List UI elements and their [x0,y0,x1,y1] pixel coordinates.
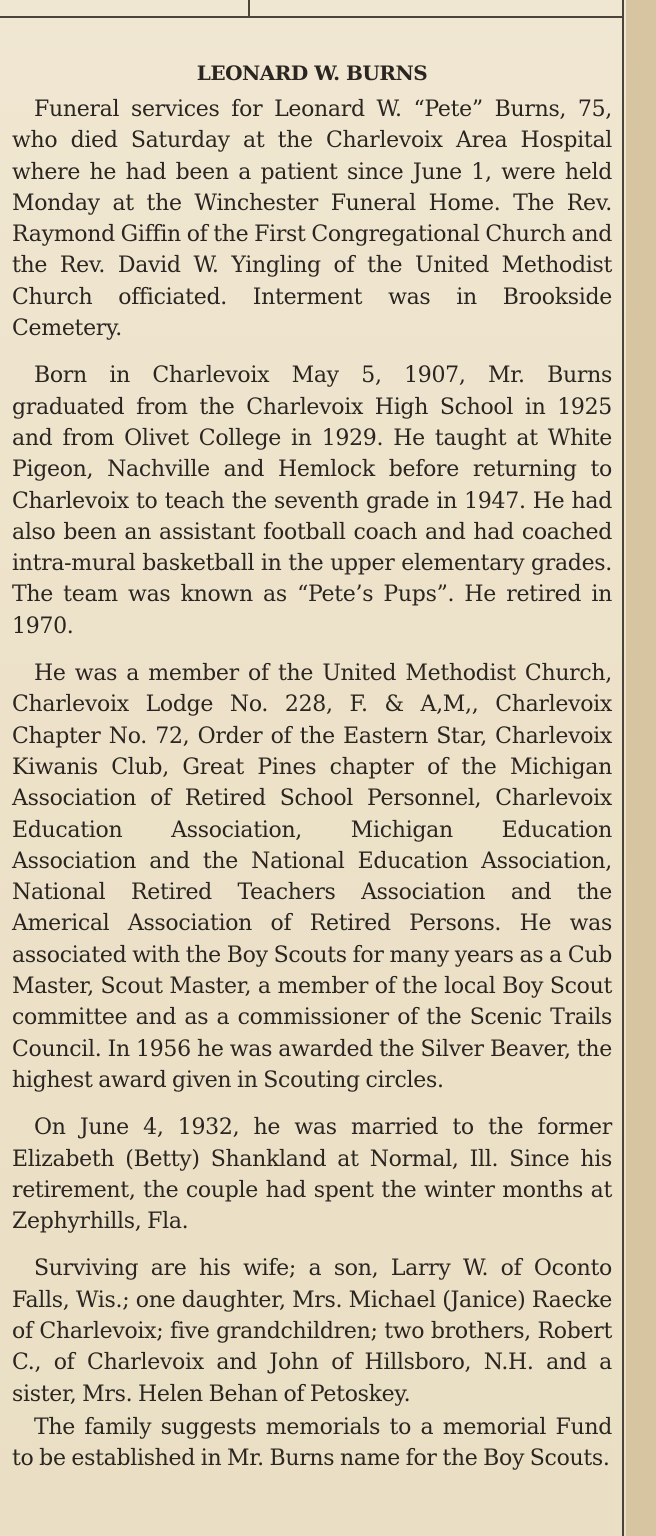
paragraph-funeral-services: Funeral services for Leonard W. “Pete” Burns, 75, who died Saturday at the Charlevoix Area Hospital where he had been a patient since June 1, were held Monday at the Winchester Funeral Home. The Rev. Raymond Giffin of the First Congregational Church and the Rev. David W. Yingling of the United Methodist Church officiated. Interment was in Brookside Cemetery. [12,97,612,342]
top-column-divider [248,0,250,17]
paragraph-memberships: He was a member of the United Methodist Church, Charlevoix Lodge No. 228, F. & A,M,, Charlevoix Chapter No. 72, Order of the Eastern Star, Charlevoix Kiwanis Club, Great Pines chapter of the Michigan Association of Retired School Personnel, Charlevoix Education Association, Michigan Education Association and the National Education Association, National Retired Teachers Association and the Americal Association of Retired Persons. He was associated with the Boy Scouts for many years as a Cub Master, Scout Master, a member of the local Boy Scout committee and as a commissioner of the Scenic Trails Council. In 1956 he was awarded the Silver Beaver, the highest award given in Scouting circles. [12,661,612,1093]
obituary-article [12,58,612,1474]
right-column-rule [622,0,624,1536]
paragraph-biography: Born in Charlevoix May 5, 1907, Mr. Burns graduated from the Charlevoix High School in 1925 and from Olivet College in 1929. He taught at White Pigeon, Nachville and Hemlock before returning to Charlevoix to teach the seventh grade in 1947. He had also been an assistant football coach and had coached intra-mural basketball in the upper elementary grades. The team was known as “Pete’s Pups”. He retired in 1970. [12,363,612,639]
obituary-headline: LEONARD W. BURNS [196,61,428,85]
paragraph-marriage: On June 4, 1932, he was married to the former Elizabeth (Betty) Shankland at Normal, Ill. Since his retirement, the couple had spent the winter months at Zephyrhills, Fla. [12,1115,612,1235]
backing-strip [626,0,656,1536]
top-column-rule [0,16,624,18]
paragraph-memorials: The family suggests memorials to a memorial Fund to be established in Mr. Burns name for the Boy Scouts. [12,1414,612,1472]
paragraph-survivors: Surviving are his wife; a son, Larry W. of Oconto Falls, Wis.; one daughter, Mrs. Michael (Janice) Raecke of Charlevoix; five grandchildren; two brothers, Robert C., of Charlevoix and John of Hillsboro, N.H. and a sister, Mrs. Helen Behan of Petoskey. [12,1256,612,1407]
